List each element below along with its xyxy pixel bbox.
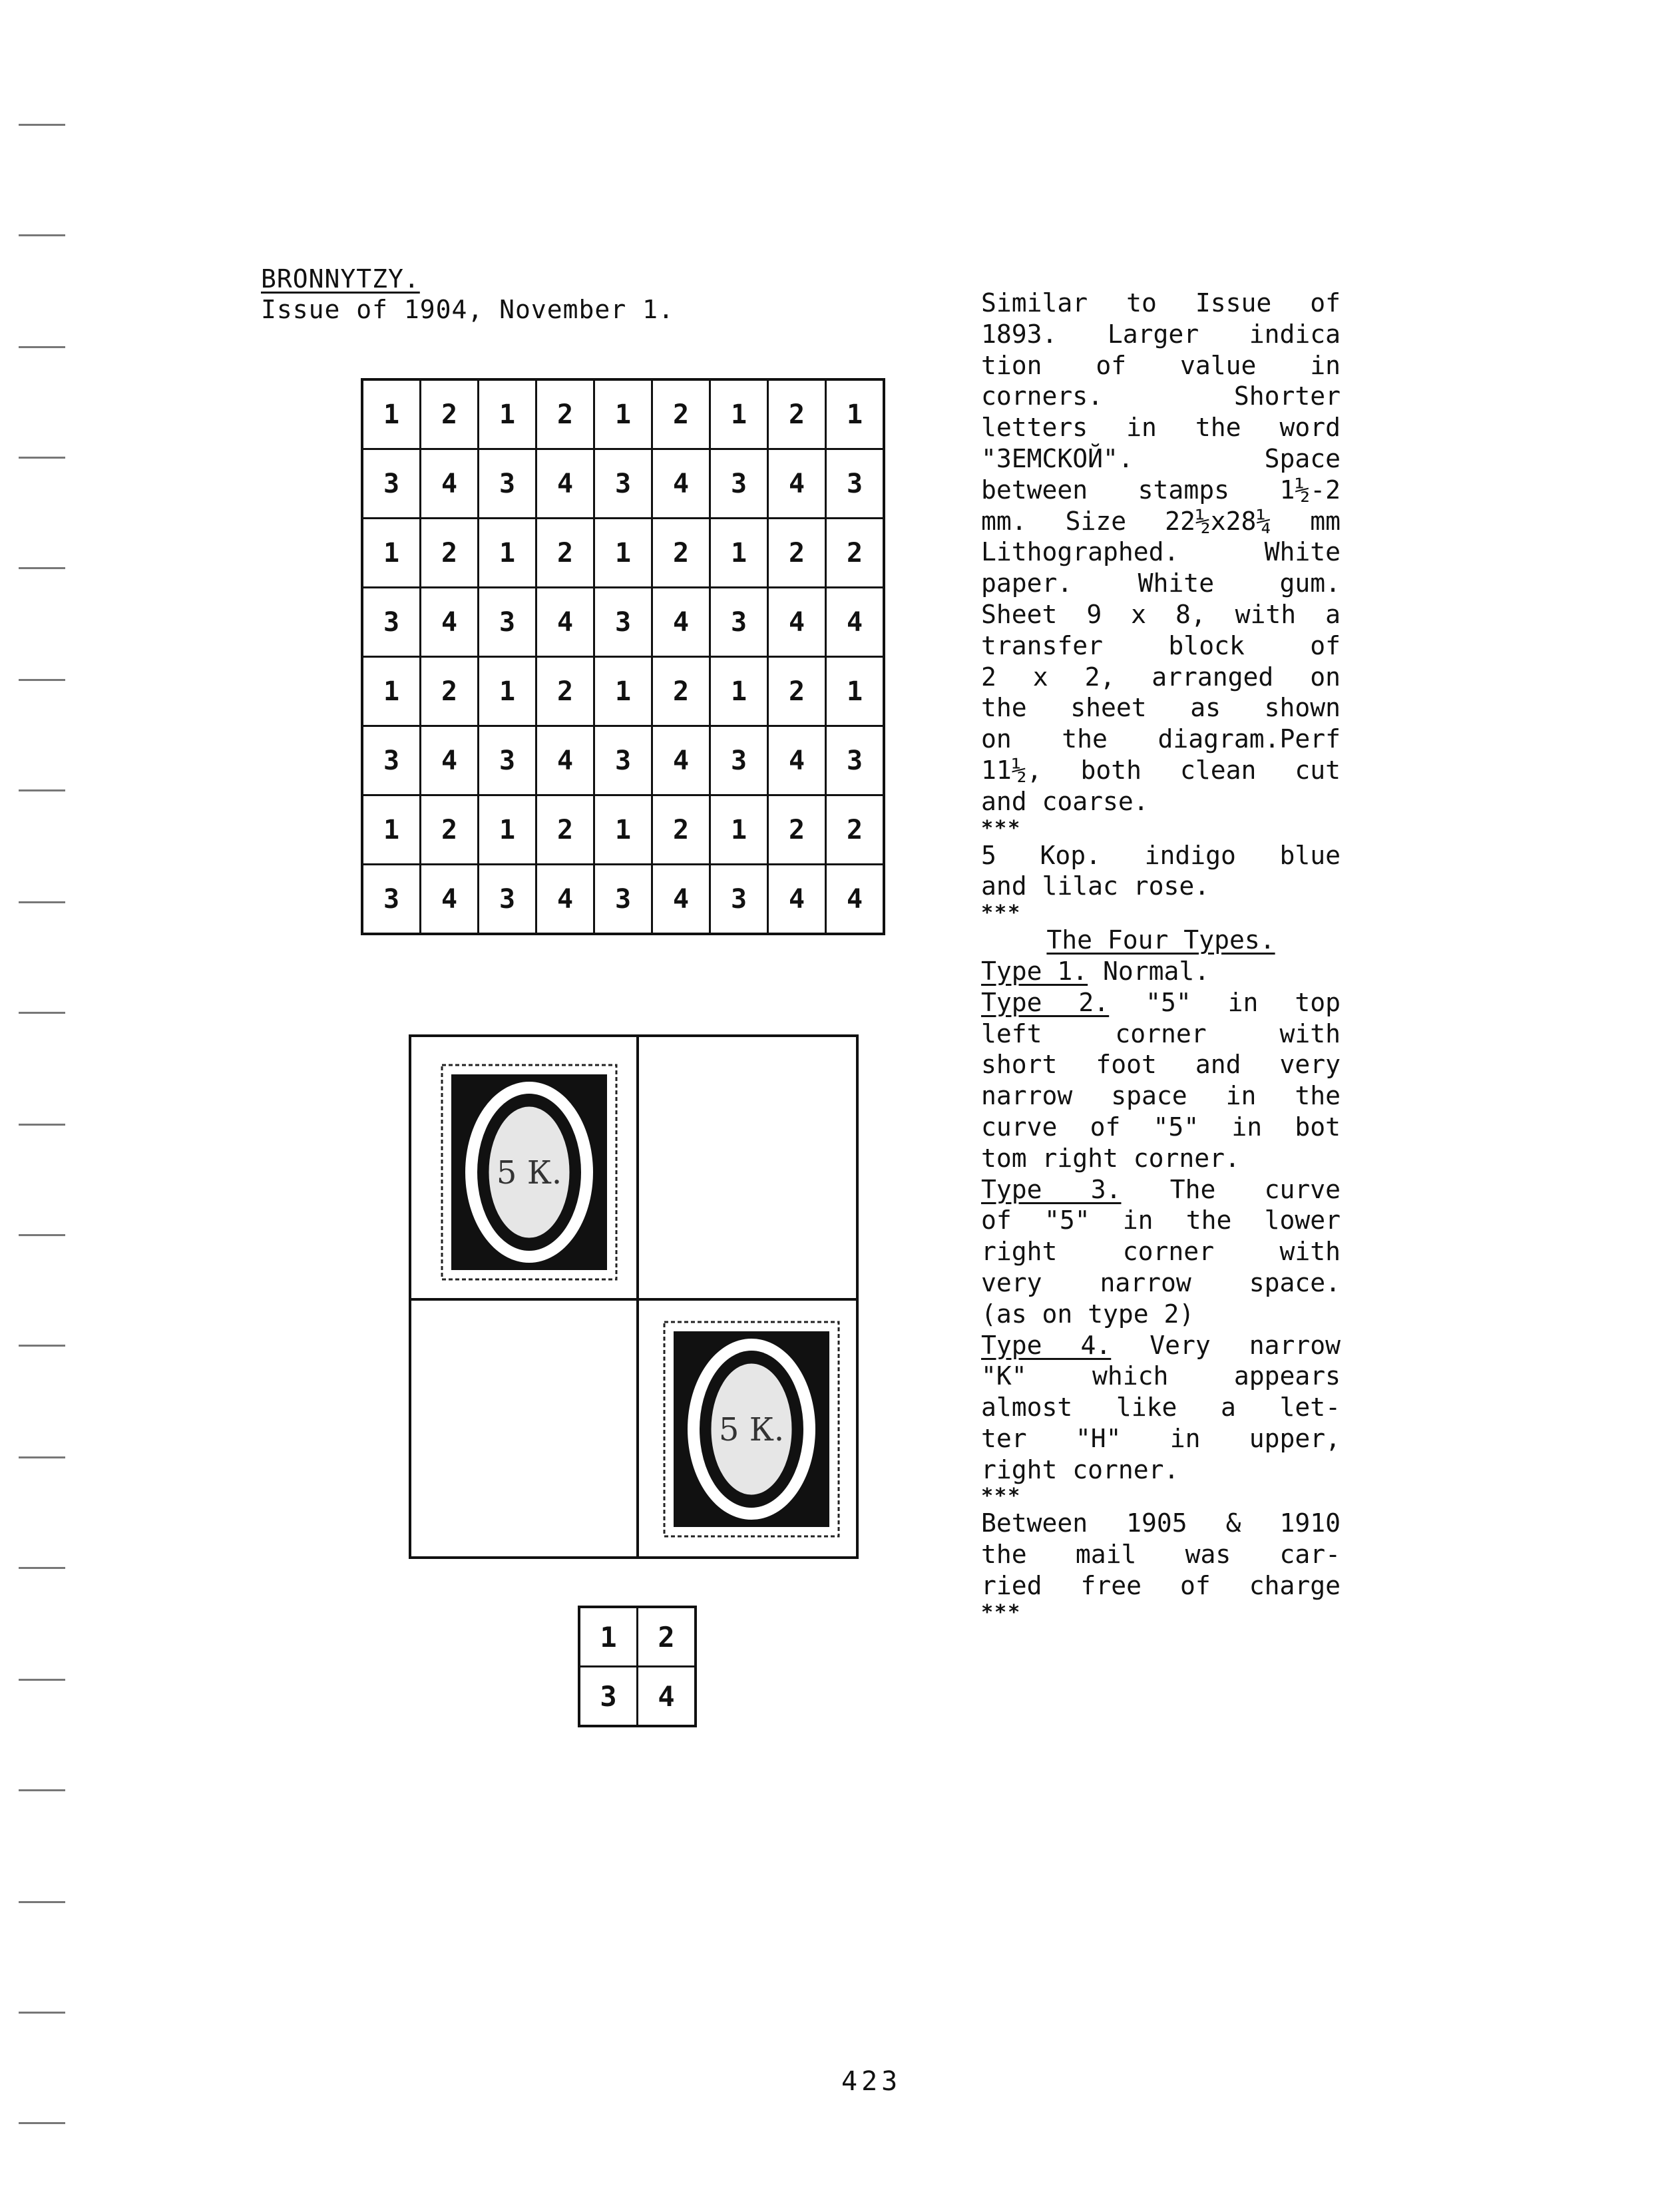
sheet-grid-cell: 3 [362,726,421,795]
margin-tick [19,901,65,903]
type-4-text-line: "K" which appears [981,1361,1341,1391]
description-line: paper. White gum. [981,568,1341,598]
sheet-layout-grid [361,378,885,935]
sheet-grid-cell: 3 [826,449,885,519]
sheet-grid-cell: 3 [479,588,536,657]
type-3-label: Type 3. [981,1174,1122,1204]
sheet-grid-row [362,795,884,865]
transfer-block-cell: 3 [579,1667,638,1727]
svg-text:5 К.: 5 К. [718,1411,785,1448]
sheet-grid-cell: 2 [536,379,594,449]
sheet-grid-cell: 1 [479,657,536,726]
type-3-text-line: (as on type 2) [981,1299,1195,1329]
sheet-grid-row [362,519,884,588]
margin-tick [19,124,65,126]
sheet-grid-cell: 1 [594,657,652,726]
sheet-grid-cell: 3 [710,865,768,935]
transfer-block-grid [578,1606,697,1727]
sheet-grid-cell: 3 [362,449,421,519]
sheet-grid-cell: 3 [710,726,768,795]
sheet-grid-cell: 4 [768,588,826,657]
sheet-grid-cell: 1 [710,379,768,449]
sheet-grid-cell: 3 [594,865,652,935]
diagram-divider-vertical [636,1037,639,1556]
margin-tick [19,679,65,681]
sheet-grid-cell: 2 [536,519,594,588]
transfer-block-cell: 2 [638,1607,696,1667]
footer-note-line: ried free of charge [981,1571,1341,1601]
sheet-grid-cell: 3 [362,588,421,657]
sheet-grid-cell: 4 [536,588,594,657]
sheet-grid-cell: 2 [421,795,479,865]
sheet-grid-cell: 2 [652,657,710,726]
sheet-grid-cell: 1 [710,795,768,865]
sheet-grid-cell: 1 [362,795,421,865]
separator-stars: *** [981,1484,1022,1508]
stamp-diagram [409,1034,859,1559]
page-title-block [261,264,674,325]
sheet-grid-cell: 1 [362,519,421,588]
sheet-grid-cell: 3 [594,726,652,795]
sheet-grid-cell: 3 [479,726,536,795]
description-line: 2 x 2, arranged on [981,662,1341,692]
description-line: Sheet 9 x 8, with a [981,599,1341,629]
margin-tick [19,1901,65,1903]
sheet-grid-row [362,865,884,935]
sheet-grid-cell: 4 [768,449,826,519]
sheet-grid-cell: 3 [710,449,768,519]
sheet-grid-row [362,726,884,795]
type-2-text-line: short foot and very [981,1050,1341,1080]
sheet-grid-cell: 1 [479,795,536,865]
sheet-grid-cell: 2 [421,657,479,726]
types-heading: The Four Types. [1046,925,1275,955]
description-line: mm. Size 22½x28¼ mm [981,506,1341,536]
sheet-grid-cell: 1 [594,519,652,588]
transfer-block-cell: 4 [638,1667,696,1727]
sheet-grid-cell: 1 [826,657,885,726]
description-text [981,288,1341,817]
margin-tick [19,1567,65,1569]
page-subheading: Issue of 1904, November 1. [261,295,674,324]
description-line: on the diagram.Perf [981,724,1341,754]
color-line-2: and lilac rose. [981,871,1210,901]
sheet-grid-cell: 2 [652,795,710,865]
sheet-grid-cell: 4 [768,726,826,795]
sheet-grid-cell: 4 [421,726,479,795]
sheet-grid-row [362,449,884,519]
description-line: 1893. Larger indica [981,319,1341,349]
stamp-image-type-4 [662,1319,841,1539]
diagram-divider-horizontal [411,1298,856,1301]
sheet-grid-row [362,379,884,449]
sheet-grid-cell: 1 [594,379,652,449]
sheet-grid-cell: 1 [479,519,536,588]
description-line: corners. Shorter [981,381,1341,411]
sheet-grid-cell: 2 [826,795,885,865]
type-4-text-line: ter "H" in upper, [981,1423,1341,1453]
margin-tick [19,789,65,791]
sheet-grid-cell: 1 [479,379,536,449]
type-3-text-line: of "5" in the lower [981,1206,1341,1235]
sheet-grid-cell: 2 [768,519,826,588]
margin-tick [19,1012,65,1014]
type-4-line [981,1330,1341,1361]
sheet-grid-cell: 4 [536,726,594,795]
margin-tick [19,2012,65,2014]
sheet-grid-cell: 3 [362,865,421,935]
type-1-text: Normal. [1088,956,1210,986]
sheet-grid-cell: 4 [536,449,594,519]
description-line: "ЗЕМСКОЙ". Space [981,443,1341,473]
type-2-text-line: narrow space in the [981,1081,1341,1111]
description-line: letters in the word [981,413,1341,443]
sheet-grid-cell: 2 [536,795,594,865]
sheet-grid-cell: 3 [479,865,536,935]
sheet-grid-cell: 1 [826,379,885,449]
type-2-text-line: tom right corner. [981,1143,1240,1173]
sheet-grid-cell: 1 [362,657,421,726]
margin-tick [19,1679,65,1681]
description-line: transfer block of [981,630,1341,660]
sheet-grid-cell: 2 [768,795,826,865]
sheet-grid-cell: 3 [594,449,652,519]
type-3-line [981,1174,1341,1206]
description-line: 11½, both clean cut [981,755,1341,785]
type-2-text-line: left corner with [981,1018,1341,1048]
type-2-label: Type 2. [981,987,1110,1017]
type-2-text-line: curve of "5" in bot [981,1112,1341,1142]
sheet-grid-cell: 2 [536,657,594,726]
sheet-grid-cell: 2 [652,519,710,588]
sheet-grid-cell: 4 [652,865,710,935]
margin-tick [19,346,65,348]
description-line: and coarse. [981,786,1149,816]
margin-tick [19,234,65,236]
description-line: Similar to Issue of [981,288,1341,318]
separator-stars: *** [981,816,1022,840]
margin-tick [19,457,65,459]
type-4-text-line: almost like a let- [981,1393,1341,1423]
sheet-grid-cell: 4 [421,588,479,657]
sheet-grid-cell: 3 [594,588,652,657]
sheet-grid-cell: 1 [594,795,652,865]
margin-tick [19,1234,65,1236]
description-line: Lithographed. White [981,537,1341,567]
sheet-grid-cell: 1 [362,379,421,449]
sheet-grid-cell: 2 [652,379,710,449]
type-3-text-line: very narrow space. [981,1267,1341,1297]
color-line-1: 5 Kop. indigo blue [981,840,1341,870]
type-2-text: "5" in top [1109,987,1341,1017]
transfer-block-cell: 1 [579,1607,638,1667]
sheet-grid-cell: 3 [710,588,768,657]
margin-tick [19,1124,65,1126]
footer-note-line: the mail was car- [981,1540,1341,1570]
type-1-label: Type 1. [981,956,1088,986]
transfer-block-row [579,1667,696,1727]
description-line: tion of value in [981,350,1341,380]
description-line: between stamps 1½-2 [981,475,1341,505]
stamp-image-type-1 [439,1062,619,1282]
sheet-grid-cell: 4 [652,588,710,657]
description-column [981,288,1341,1624]
type-2-line [981,987,1341,1018]
page-number: 423 [841,2066,902,2097]
sheet-grid-cell: 4 [826,588,885,657]
sheet-grid-cell: 4 [826,865,885,935]
svg-text:5 К.: 5 К. [496,1154,562,1192]
sheet-grid-cell: 4 [652,449,710,519]
transfer-block-row [579,1607,696,1667]
sheet-grid-cell: 2 [768,657,826,726]
sheet-grid-cell: 3 [826,726,885,795]
type-4-text: Very narrow [1111,1330,1341,1360]
sheet-grid-cell: 4 [652,726,710,795]
separator-stars: *** [981,901,1022,925]
sheet-grid-cell: 2 [421,379,479,449]
margin-tick [19,567,65,569]
page-heading: BRONNYTZY. [261,264,420,294]
sheet-grid-cell: 4 [536,865,594,935]
sheet-grid-row [362,588,884,657]
footer-note-line: Between 1905 & 1910 [981,1508,1341,1538]
sheet-grid-cell: 1 [710,519,768,588]
sheet-grid-cell: 3 [479,449,536,519]
sheet-grid-cell: 4 [421,449,479,519]
margin-tick [19,1345,65,1347]
sheet-grid-cell: 2 [421,519,479,588]
sheet-grid-cell: 2 [826,519,885,588]
sheet-grid-cell: 4 [421,865,479,935]
type-3-text: The curve [1121,1174,1341,1204]
type-1-line [981,956,1341,987]
sheet-grid-cell: 2 [768,379,826,449]
description-line: the sheet as shown [981,693,1341,723]
separator-stars: *** [981,1600,1022,1624]
margin-tick [19,2122,65,2124]
sheet-grid-cell: 1 [710,657,768,726]
margin-tick [19,1456,65,1458]
type-4-label: Type 4. [981,1330,1112,1360]
type-4-text-line: right corner. [981,1454,1179,1484]
margin-tick [19,1789,65,1791]
types-heading-line [981,925,1341,956]
sheet-grid-cell: 4 [768,865,826,935]
type-3-text-line: right corner with [981,1237,1341,1267]
sheet-grid-row [362,657,884,726]
